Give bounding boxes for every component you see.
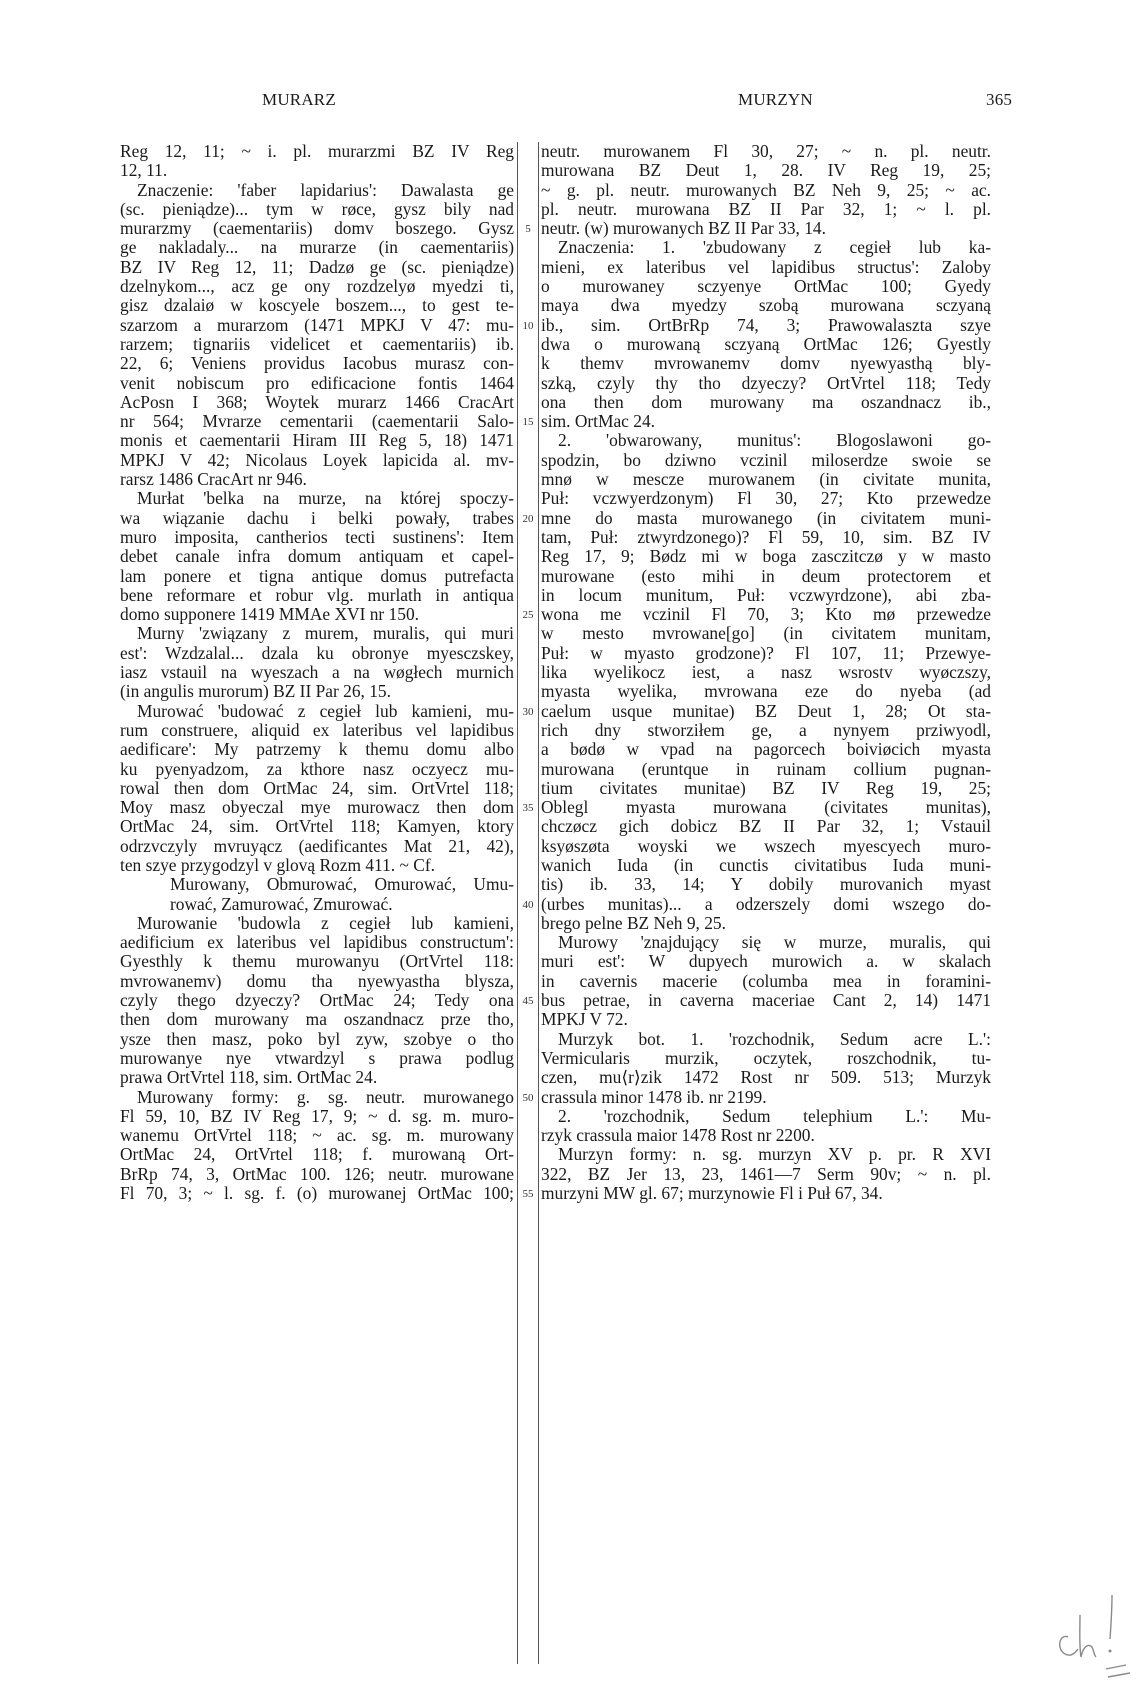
text-line: Murny 'związany z murem, muralis, qui muri [137,623,514,644]
text-line: murarzmy (caementariis) domv boszego. Gysz [120,218,514,239]
text-line: Murzyn formy: n. sg. murzyn XV p. pr. R XVI [558,1144,991,1165]
text-line: sim. OrtMac 24. [541,411,655,432]
text-line: mieni, ex lateribus vel lapidibus structus': Zaloby [541,256,991,277]
text-line: neutr. (w) murowanych BZ II Par 33, 14. [541,218,826,239]
text-line: rich dny stworziłem ge, a nynyem prziwyodl, [541,719,991,740]
text-line: ib., sim. OrtBrRp 74, 3; Prawowalaszta szye [541,314,991,335]
text-line: 2. 'obwarowany, munitus': Blogoslawoni go- [558,430,991,451]
text-line: Reg 12, 11; ~ i. pl. murarzmi BZ IV Reg [120,141,514,161]
text-line: brego pelne BZ Neh 9, 25. [541,912,726,933]
text-line: myasta wyelika, mvrowana eze do nyeba (ad [541,681,991,702]
text-line: wanemu OrtVrtel 118; ~ ac. sg. m. murowany [120,1125,514,1146]
text-line: Murowany, Obmurować, Omurować, Umu- [170,874,514,895]
text-line: rum construere, aliquid ex lateribus vel lapidibus [120,719,514,740]
text-line: ge nakladaly... na murarze (in caementariis) [120,237,514,258]
text-line: bus petrae, in caverna maceriae Cant 2, 14) 1471 [541,990,991,1011]
text-line: Vermicularis murzik, oczytek, roszchodnik, tu- [541,1047,991,1068]
line-number: 15 [522,416,534,429]
text-line: Fl 59, 10, BZ IV Reg 17, 9; ~ d. sg. m. muro- [120,1105,514,1126]
column-divider-right [538,142,539,1664]
text-line: 322, BZ Jer 13, 23, 1461—7 Serm 90v; ~ n. pl. [541,1163,991,1184]
text-line: Murowany formy: g. sg. neutr. murowanego [137,1086,514,1107]
text-line: BZ IV Reg 12, 11; Dadzø ge (sc. pieniądze) [120,256,514,277]
text-line: Moy masz obyeczal mye murowacz then dom [120,797,514,818]
text-line: muri est': W dupyech murowich a. w skalach [541,951,991,972]
text-line: Znaczenie: 'faber lapidarius': Dawalasta ge [137,179,514,200]
line-number: 40 [522,898,534,911]
text-line: odrzvczyly mvruyącz (aedificantes Mat 21, 42), [120,835,514,856]
right-column [541,142,991,1203]
text-line: aedificare': My patrzemy k themu domu albo [120,739,514,760]
text-line: wona me vczinil Fl 70, 3; Kto mø przewedze [541,604,991,625]
text-line: mvrowanemv) domu tha nyewyastha blysza, [120,970,514,991]
text-line: Reg 17, 9; Bødz mi w boga zasczitczø y w masto [541,546,991,567]
text-line: in cavernis macerie (columba mea in foramini- [541,970,991,991]
text-line: 22, 6; Veniens providus Iacobus murasz con- [120,353,514,374]
text-line: Murowanie 'budowla z cegieł lub kamieni, [137,912,514,933]
text-line: murowana (eruntque in ruinam collium pugnan- [541,758,991,779]
text-line: neutr. murowanem Fl 30, 27; ~ n. pl. neutr. [541,141,991,161]
text-line: mnø w mescze murowanem (in civitate munita, [541,469,991,490]
text-line: OrtMac 24, OrtVrtel 118; f. murowaną Ort- [120,1144,514,1165]
line-number: 50 [522,1091,534,1104]
text-line: est': Wzdzalal... dzala ku obronye myesczskey, [120,642,514,663]
text-line: Fl 70, 3; ~ l. sg. f. (o) murowanej OrtMac 100; [120,1183,514,1204]
left-column [120,142,514,1203]
text-line: (urbes munitas)... a odzerszely domi wszego do- [541,893,991,914]
text-line: AcPosn I 368; Woytek murarz 1466 CracArt [120,391,514,412]
text-line: rarzem; tignariis videlicet et caementariis) ib. [120,333,514,354]
text-line: lika wyelikocz iest, a nasz wsrostv wyøczszy, [541,662,991,683]
text-line: w mesto mvrowane[go] (in civitatem munitam, [541,623,991,644]
text-line: wa wiązanie dachu i belki powały, trabes [120,507,514,528]
text-line: 2. 'rozchodnik, Sedum telephium L.': Mu- [558,1105,991,1126]
line-number: 30 [522,705,534,718]
text-line: spodzin, bo dziwno vczinil miloserdze swoie se [541,449,991,470]
text-line: 12, 11. [120,160,168,181]
text-line: Oblegl myasta murowana (civitates munitas), [541,797,991,818]
text-line: murowana BZ Deut 1, 28. IV Reg 19, 25; [541,160,991,181]
text-line: czyly thego dzyeczy? OrtMac 24; Tedy ona [120,990,514,1011]
text-line: ~ g. pl. neutr. murowanych BZ Neh 9, 25; ~ ac. [541,179,991,200]
text-line: szarzom a murarzom (1471 MPKJ V 47: mu- [120,314,514,335]
text-line: (in angulis murorum) BZ II Par 26, 15. [120,681,391,702]
text-line: murzyni MW gl. 67; murzynowie Fl i Puł 67, 34. [541,1183,883,1204]
text-line: wanich Iuda (in cunctis civitatibus Iuda muni- [541,854,991,875]
text-line: nr 564; Mvrarze cementarii (caementarii Salo- [120,411,514,432]
text-line: MPKJ V 72. [541,1009,628,1030]
text-line: Gyesthly k themu murowanyu (OrtVrtel 118: [120,951,514,972]
text-line: lam ponere et tigna antique domus putrefacta [120,565,514,586]
line-number: 10 [522,319,534,332]
text-line: debet canale infra domum antiquam et capel- [120,546,514,567]
line-number: 55 [522,1188,534,1201]
line-number: 5 [525,223,531,236]
text-line: ksyøszøta woyski we wszech myescyech muro- [541,835,991,856]
text-line: prawa OrtVrtel 118, sim. OrtMac 24. [120,1067,378,1088]
text-line: tium civitates munitae) BZ IV Reg 19, 25; [541,777,991,798]
column-divider-left [517,142,518,1664]
text-line: ysze then masz, poko byl zyw, szobye o tho [120,1028,514,1049]
text-line: Murzyk bot. 1. 'rozchodnik, Sedum acre L.': [558,1028,991,1049]
text-line: Puł: w myasto grodzone)? Fl 107, 11; Przewye- [541,642,991,663]
text-line: rarsz 1486 CracArt nr 946. [120,469,307,490]
text-line: rować, Zamurować, Zmurować. [170,893,393,914]
line-number: 35 [522,802,534,815]
running-head-right: MURZYN [738,90,813,109]
text-line: bene reformare et robur vlg. murlath in antiqua [120,584,514,605]
text-line: monis et caementarii Hiram III Reg 5, 18) 1471 [120,430,514,451]
line-number: 20 [522,512,534,525]
text-line: Znaczenia: 1. 'zbudowany z cegieł lub ka- [558,237,991,258]
text-line: muro imposita, cantherios tecti sustinens': Item [120,526,514,547]
text-line: tam, Puł: ztwyrdzonego)? Fl 59, 10, sim. BZ IV [541,526,991,547]
running-head-left: MURARZ [262,90,336,109]
line-number: 45 [522,995,534,1008]
text-line: ten szye przygodzyl v glovą Rozm 411. ~ Cf. [120,854,435,875]
text-line: MPKJ V 42; Nicolaus Loyek lapicida al. mv- [120,449,514,470]
text-line: aedificium ex lateribus vel lapidibus constructum': [120,932,514,953]
text-line: caelum usque munitae) BZ Deut 1, 28; Ot sta- [541,700,991,721]
text-line: tis) ib. 33, 14; Y dobily murovanich myast [541,874,991,895]
text-line: BrRp 74, 3, OrtMac 100. 126; neutr. murowane [120,1163,514,1184]
text-line: murowane (esto mihi in deum protectorem et [541,565,991,586]
line-number: 25 [522,609,534,622]
text-line: domo supponere 1419 MMAe XVI nr 150. [120,604,419,625]
text-line: Puł: vczwyerdzonym) Fl 30, 27; Kto przewedze [541,488,991,509]
text-line: Murowy 'znajdujący się w murze, muralis, qui [558,932,991,953]
text-line: pl. neutr. murowana BZ II Par 32, 1; ~ l. pl. [541,198,991,219]
text-line: rzyk crassula maior 1478 Rost nr 2200. [541,1125,815,1146]
text-line: Murować 'budować z cegieł lub kamieni, mu- [137,700,514,721]
text-line: ku pyenyadzom, za kthore nasz oczyecz mu- [120,758,514,779]
text-line: gisz dzalaiø w koscyele boszem..., to gest te- [120,295,514,316]
text-line: dzelnykom..., acz ge ony rozdzelyø myedzi ti, [120,276,514,297]
text-line: chczøcz gich dobicz BZ II Par 32, 1; Vstauil [541,816,991,837]
text-line: ona then dom murowany ma oszandnacz ib., [541,391,991,412]
text-line: a bødø w vpad na pagorcech boiviøcich myasta [541,739,991,760]
text-line: (sc. pieniądze)... tym w røce, gysz bily nad [120,198,514,219]
text-line: szką, czyly thy tho dzyeczy? OrtVrtel 118; Tedy [541,372,991,393]
text-line: iasz vstauil na wyeszach a na wøgłech murnich [120,662,514,683]
text-line: mne do masta murowanego (in civitatem muni- [541,507,991,528]
text-line: Murłat 'belka na murze, na której spoczy- [137,488,514,509]
text-line: then dom murowany ma oszandnacz prze tho, [120,1009,514,1030]
text-line: venit nobiscum pro edificacione fontis 1464 [120,372,514,393]
text-line: in locum munitum, Puł: vczwyrdzone), abi zba- [541,584,991,605]
text-line: murowanye nye vtwardzyl s prawa podlug [120,1047,514,1068]
text-line: crassula minor 1478 ib. nr 2199. [541,1086,767,1107]
text-line: maya dwa myedzy szobą murowana sczyaną [541,295,991,316]
text-line: OrtMac 24, sim. OrtVrtel 118; Kamyen, ktory [120,816,514,837]
text-line: czen, mu⟨r⟩zik 1472 Rost nr 509. 513; Murzyk [541,1067,991,1088]
text-line: o murowaney sczyenye OrtMac 100; Gyedy [541,276,991,297]
text-line: dwa o murowaną sczyaną OrtMac 126; Gyestly [541,333,991,354]
text-line: k themv mvrowanemv domv nyewyasthą bly- [541,353,991,374]
text-line: rowal then dom OrtMac 24, sim. OrtVrtel 118; [120,777,514,798]
margin-handwriting-mark [1050,1575,1140,1685]
page-number: 365 [986,90,1013,109]
